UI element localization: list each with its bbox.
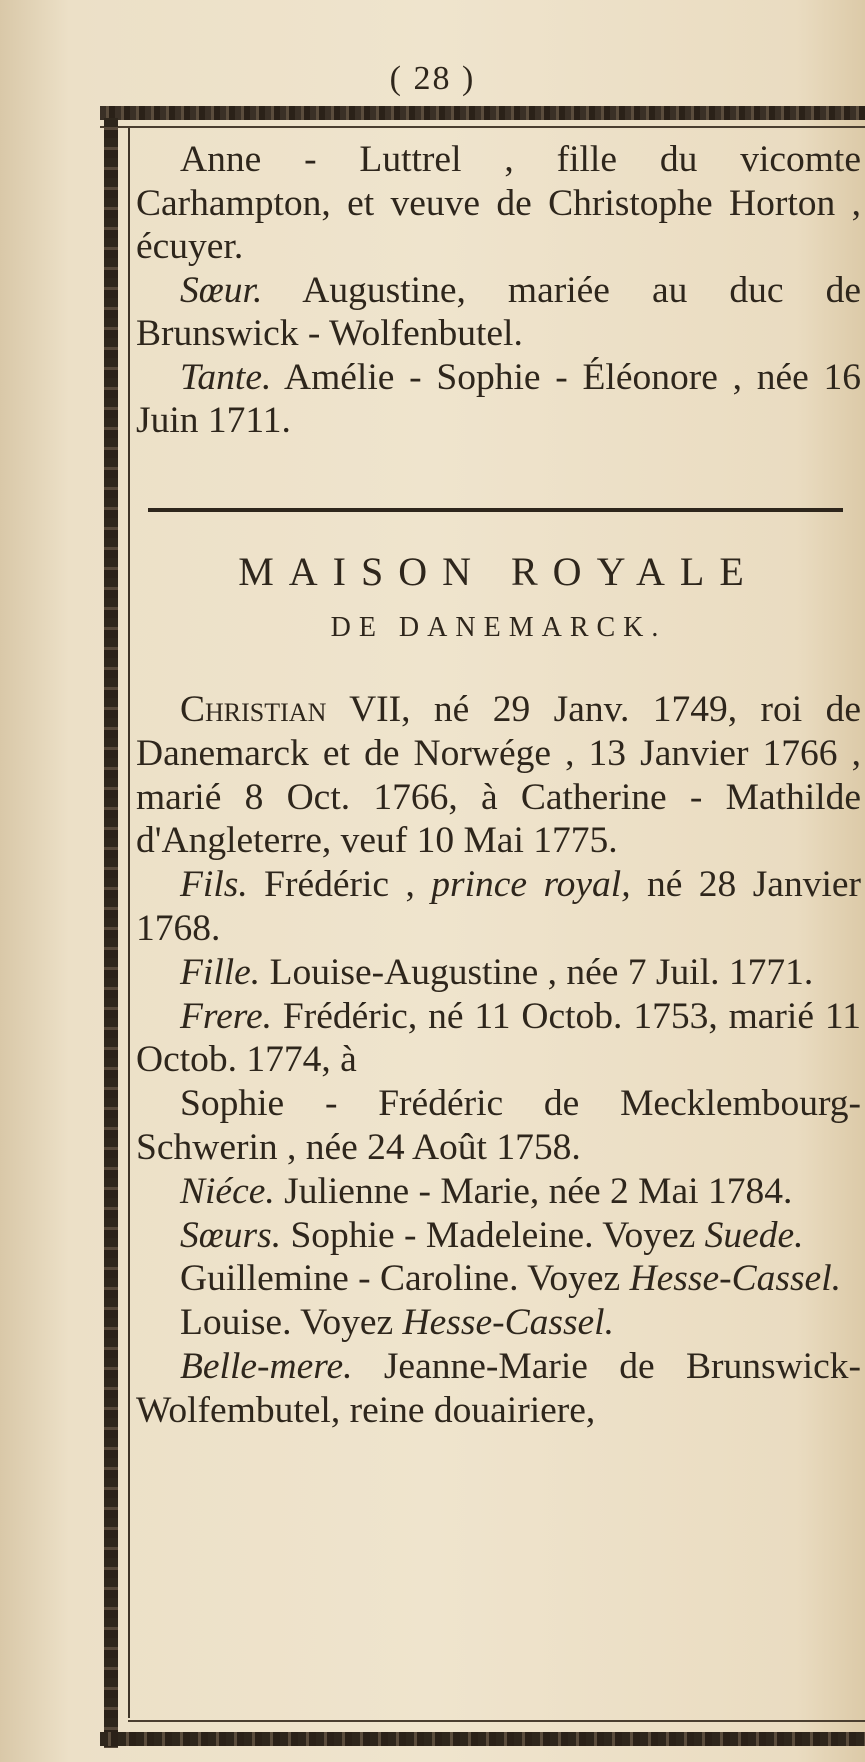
paragraph-niece xyxy=(136,1170,861,1214)
label-fille: Fille. xyxy=(180,951,261,993)
label-belle-mere: Belle-mere. xyxy=(180,1345,353,1387)
paragraph-frere xyxy=(136,995,861,1083)
name-christian: Christian VII xyxy=(180,689,402,730)
label-tante: Tante. xyxy=(180,356,272,398)
section-danemarck xyxy=(136,688,861,1433)
paragraph-guillemine xyxy=(136,1257,861,1301)
top-thin-rule xyxy=(100,126,865,128)
text-guillemine: Guillemine - Caroline. Voyez xyxy=(180,1258,630,1300)
paragraph-soeurs xyxy=(136,1214,861,1258)
section-subheading: DE DANEMARCK. xyxy=(330,612,667,643)
paragraph-christian xyxy=(136,688,861,863)
bottom-thin-rule xyxy=(128,1720,865,1722)
label-soeur: Sœur. xyxy=(180,269,263,311)
text-frere: Frédéric, né 11 Octob. 1753, marié 11 Octob. 1774, à xyxy=(136,995,861,1081)
label-niece: Niéce. xyxy=(180,1170,275,1212)
label-fils: Fils. xyxy=(180,864,248,906)
text-fils-title: prince royal, xyxy=(431,864,631,906)
ref-hesse-cassel-2: Hesse-Cassel. xyxy=(402,1302,614,1344)
paragraph-sophie-frederic: Sophie - Frédéric de Mecklembourg-Schwerin , née 24 Août 1758. xyxy=(136,1083,861,1168)
paragraph-louise xyxy=(136,1301,861,1345)
paragraph-fils xyxy=(136,863,861,951)
paragraph-fille xyxy=(136,951,861,995)
left-thin-rule xyxy=(128,128,130,1718)
paragraph-tante xyxy=(136,356,861,443)
section-continuation xyxy=(136,138,861,443)
text-soeur: Augustine, mariée au duc de Brunswick - Wolfenbutel. xyxy=(136,269,861,354)
text-louise: Louise. Voyez xyxy=(180,1302,403,1344)
section-divider xyxy=(148,508,843,512)
paragraph-soeur xyxy=(136,269,861,356)
paragraph-anne-luttrel: Anne - Luttrel , fille du vicomte Carhampton, et veuve de Christophe Horton , écuyer. xyxy=(136,139,861,267)
paragraph-belle-mere xyxy=(136,1345,861,1433)
label-soeurs: Sœurs. xyxy=(180,1214,282,1256)
text-fils-b: né 28 Janvier 1768. xyxy=(136,864,862,949)
bottom-ornamental-rule xyxy=(100,1732,865,1746)
text-christian: , né 29 Janv. 1749, roi de Danemarck et de Norwége , 13 Janvier 1766 , marié 8 Oct. 1766, à Catherine - Mathilde d'Angleterre, veuf 10 Mai 1775. xyxy=(136,689,861,862)
top-ornamental-rule xyxy=(100,106,865,120)
page-number: ( 28 ) xyxy=(389,60,476,97)
text-niece: Julienne - Marie, née 2 Mai 1784. xyxy=(274,1170,793,1212)
text-soeurs: Sophie - Madeleine. Voyez xyxy=(281,1214,705,1256)
label-frere: Frere. xyxy=(180,995,272,1037)
ref-suede: Suede. xyxy=(704,1214,804,1256)
ref-hesse-cassel-1: Hesse-Cassel. xyxy=(629,1258,841,1300)
section-heading: MAISON ROYALE xyxy=(238,549,759,594)
text-belle-mere: Jeanne-Marie de Brunswick-Wolfembutel, reine douairiere, xyxy=(136,1345,861,1431)
text-tante: Amélie - Sophie - Éléonore , née 16 Juin 1711. xyxy=(136,356,861,441)
left-ornamental-border xyxy=(104,118,118,1748)
text-fille: Louise-Augustine , née 7 Juil. 1771. xyxy=(260,951,814,993)
text-fils-a: Frédéric , xyxy=(247,864,432,906)
